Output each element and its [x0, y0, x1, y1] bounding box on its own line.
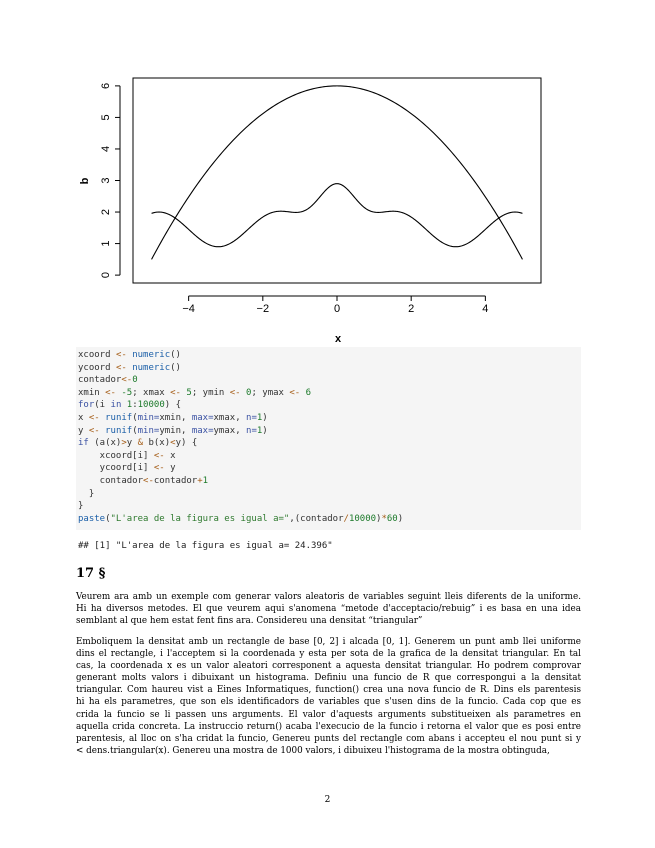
code-token: 0: [246, 387, 252, 398]
paragraph-line: hi ha els parametres, que son els identificadors de variables que s'usen dins de la funcio. Cada cop que es: [76, 697, 581, 708]
code-token: 10000: [348, 513, 377, 524]
code-token: max=: [191, 413, 214, 423]
code-token: <-: [88, 413, 100, 423]
code-token: contador: [78, 476, 144, 486]
code-token: *: [381, 513, 387, 524]
paragraph-intro: [76, 591, 581, 627]
code-token: in: [110, 400, 122, 411]
code-token: xmax,: [213, 413, 247, 423]
paragraph-line: semblant al que hem estat fent fins ara. Considereu una densitat “triangular”: [76, 616, 423, 627]
paragraph-line: dins el rectangle, i l'acceptem si la coordenada y esta per sota de la grafica de la densitat triangular. En tal: [76, 649, 581, 660]
code-token: y: [78, 425, 89, 436]
code-token: xmin: [78, 387, 106, 398]
y-tick-label: 6: [100, 82, 112, 89]
code-token: (a(x): [88, 438, 122, 449]
code-line: [78, 488, 94, 500]
code-token: contador: [78, 375, 122, 386]
code-token: ): [262, 425, 268, 436]
y-tick-label: 4: [100, 145, 112, 153]
code-token: x: [78, 413, 89, 423]
y-tick-label: 0: [100, 272, 112, 279]
code-token: }: [78, 501, 84, 512]
paragraph-line: Hi ha diversos metodes. El que veurem aqui s'anomena “metode d'acceptacio/rebuig” i es basa en una idea: [76, 604, 581, 615]
code-token: <-: [115, 362, 127, 373]
code-line: [78, 437, 197, 449]
code-token: runif: [105, 413, 133, 423]
code-line: [78, 425, 268, 437]
x-tick-label: 2: [408, 303, 415, 315]
code-token: ,(contador: [289, 513, 344, 524]
code-token: y: [126, 438, 138, 449]
code-output: ## [1] "L'area de la figura es igual a= 24.396": [78, 541, 333, 551]
chart: [0, 0, 655, 345]
y-axis-label: b: [79, 177, 91, 185]
code-token: 1: [202, 476, 209, 486]
code-token: (): [170, 350, 181, 360]
code-token: contador: [153, 476, 198, 486]
code-token: xmin,: [159, 413, 192, 423]
code-line: [78, 349, 181, 361]
code-token: y) {: [175, 438, 198, 449]
y-tick-label: 2: [100, 208, 112, 216]
code-token: if: [78, 438, 89, 449]
paragraph-line: Emboliquem la densitat amb un rectangle de base [0, 2] i alcada [0, 1]. Generem un punt amb llei uniforme: [76, 637, 581, 647]
code-token: >: [121, 438, 127, 449]
code-token: ): [376, 513, 382, 524]
code-token: 10000: [137, 400, 165, 411]
x-tick-label: −4: [182, 303, 195, 315]
code-token: 5: [186, 387, 192, 398]
code-token: ): [397, 513, 404, 524]
series-line-upper: [152, 86, 523, 259]
code-token: for: [78, 400, 95, 411]
code-token: ymax,: [213, 425, 247, 436]
paragraph-body: [76, 636, 581, 757]
code-token: b(x): [143, 438, 171, 449]
code-token: (: [105, 513, 111, 524]
y-tick-label: 3: [100, 177, 112, 184]
paragraph-line: cas, la coordenada x es un valor aleatori corresponent a aquesta densitat triangular. Ho podrem comprovar: [76, 661, 581, 672]
code-token: ) {: [164, 400, 181, 411]
code-line: [78, 513, 403, 525]
code-token: "L'area de la figura es igual a=": [110, 513, 290, 524]
code-token: xcoord[i]: [78, 450, 154, 461]
code-token: ): [262, 413, 268, 423]
code-token: }: [78, 488, 95, 499]
code-token: ; xmax: [132, 387, 171, 398]
code-token: <-: [143, 476, 154, 486]
code-token: 1: [126, 400, 133, 411]
code-token: ymin,: [159, 425, 192, 436]
section-heading: 17 §: [76, 566, 106, 581]
code-token: 60: [386, 513, 398, 524]
code-token: <-: [115, 350, 127, 360]
code-line: [78, 450, 176, 462]
paragraph-line: Veurem ara amb un exemple com generar valors aleatoris de variables seguint lleis diferents de la uniforme.: [76, 592, 581, 602]
code-token: n=: [246, 425, 257, 436]
code-token: paste: [78, 513, 106, 524]
plot-frame: [133, 78, 541, 283]
code-token: <-: [229, 387, 241, 398]
code-block: [76, 347, 581, 530]
code-line: [78, 399, 181, 411]
code-token: <-: [105, 387, 116, 398]
paragraph-line: aquella crida concreta. La instruccio return() acaba l'execucio de la funcio i retorna el valor que es posi entre: [76, 721, 581, 732]
code-token: ; ymin: [191, 387, 230, 398]
code-token: 0: [132, 375, 138, 386]
code-token: /: [343, 513, 349, 524]
code-line: [78, 500, 83, 512]
x-tick-label: −2: [256, 303, 270, 315]
code-token: <-: [88, 425, 100, 436]
code-token: x: [164, 450, 176, 461]
code-token: (: [132, 425, 138, 436]
code-token: xcoord: [78, 350, 116, 360]
code-token: <-: [121, 375, 133, 386]
paragraph-line: < dens.triangular(x). Genereu una mostra de 1000 valors, i dibuixeu l'histograma de la mostra obtinguda,: [76, 745, 550, 756]
code-token: numeric: [132, 362, 171, 373]
code-token: <-: [153, 463, 165, 474]
code-token: min=: [137, 425, 160, 436]
code-token: +: [197, 476, 203, 486]
code-token: 6: [305, 387, 312, 398]
code-token: 1: [256, 413, 263, 423]
code-token: :: [132, 400, 138, 411]
code-token: 1: [256, 425, 263, 436]
code-token: min=: [137, 413, 160, 423]
code-line: [78, 374, 138, 386]
page-number: 2: [324, 795, 331, 805]
code-line: [78, 462, 176, 474]
code-token: (i: [94, 400, 111, 411]
code-line: [78, 412, 268, 424]
code-token: <: [170, 438, 176, 449]
code-token: max=: [191, 425, 214, 436]
y-tick-label: 5: [100, 114, 112, 121]
code-token: (: [132, 413, 138, 423]
code-line: [78, 362, 181, 374]
code-token: numeric: [132, 350, 171, 360]
x-tick-label: 4: [482, 303, 489, 315]
code-token: (): [170, 362, 181, 373]
x-axis-label: x: [334, 333, 342, 345]
code-token: &: [137, 438, 144, 449]
series-line-lower: [152, 184, 523, 247]
code-token: y: [164, 463, 176, 474]
y-tick-label: 1: [100, 240, 112, 247]
code-token: -5: [121, 387, 133, 398]
paragraph-line: triangular. Com haureu vist a Eines Informatiques, function() crea una nova funcio de R. Dins els parentesis: [76, 685, 581, 696]
code-token: <-: [289, 387, 301, 398]
paragraph-line: crida la funcio se li passen uns arguments. El valor d'aquests arguments substitueixen als parametres en: [76, 709, 581, 720]
x-tick-label: 0: [333, 303, 341, 315]
code-token: ycoord: [78, 362, 116, 373]
code-token: ycoord[i]: [78, 463, 154, 474]
code-token: n=: [246, 413, 257, 423]
code-token: <-: [153, 450, 165, 461]
code-line: [78, 387, 311, 399]
code-line: [78, 475, 208, 487]
code-token: ; ymax: [251, 387, 290, 398]
paragraph-line: parentesis, al lloc on s'ha cridat la funcio, Genereu punts del rectangle com abans i accepteu el nou punt si y: [76, 733, 581, 744]
code-token: <-: [170, 387, 181, 398]
code-token: runif: [105, 425, 133, 436]
paragraph-line: generant molts valors i dibuixant un histograma. Definiu una funcio de R que correspongui a la densitat: [76, 673, 581, 684]
